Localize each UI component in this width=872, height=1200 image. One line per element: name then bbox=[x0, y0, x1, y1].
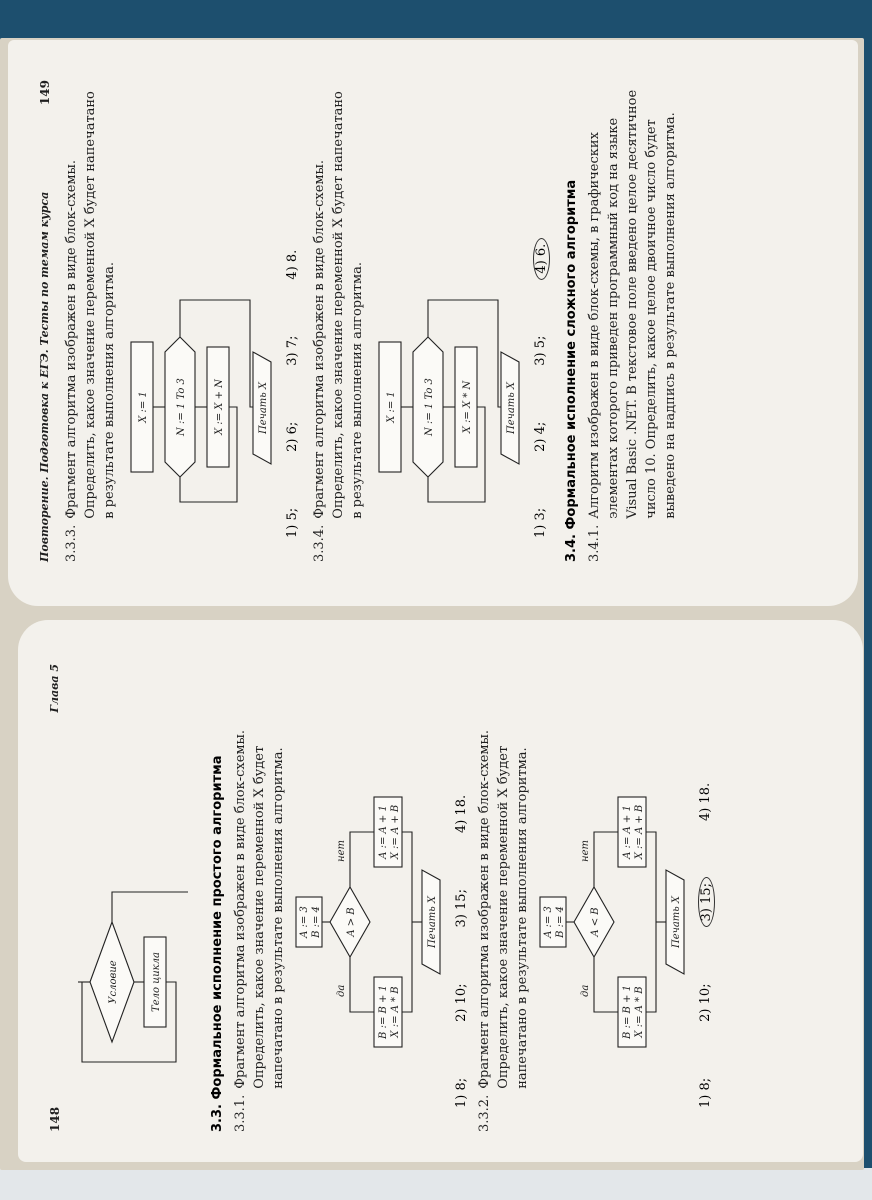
answers-3-3-2 bbox=[698, 664, 715, 1108]
task-number: 3.3.4. bbox=[312, 524, 327, 562]
loop-text: N := 1 To 3 bbox=[424, 378, 435, 436]
no-block-text: A := A + 1 bbox=[378, 805, 389, 859]
section-title-3-3: 3.3. Формальное исполнение простого алгоритма bbox=[210, 755, 225, 1132]
running-header bbox=[38, 80, 52, 562]
answer-option: 3) 5; bbox=[533, 335, 548, 366]
answer-option: 1) 5; bbox=[285, 507, 300, 538]
answer-option: 2) 4; bbox=[533, 421, 548, 452]
init-text: B := 4 bbox=[555, 906, 566, 938]
answer-option: 4) 18. bbox=[698, 782, 713, 822]
answer-option: 2) 6; bbox=[285, 421, 300, 452]
init-text: A := 3 bbox=[299, 906, 310, 938]
task-number: 3.3.1. bbox=[233, 1094, 248, 1132]
task-3-3-4 bbox=[310, 80, 367, 562]
answer-option: 2) 10; bbox=[454, 983, 469, 1022]
no-block-text: A := A + 1 bbox=[622, 805, 633, 859]
task-number: 3.4.1. bbox=[587, 524, 602, 562]
yes-block-text: X := A * B bbox=[390, 986, 401, 1038]
condition-text: A > B bbox=[346, 907, 357, 937]
init-text: X := 1 bbox=[386, 391, 397, 423]
print-text: Печать X bbox=[506, 381, 517, 435]
answer-option-circled: 3) 15; bbox=[698, 877, 715, 927]
task-3-3-3 bbox=[62, 80, 119, 562]
body-text: X := X * N bbox=[462, 380, 473, 434]
task-3-3-1 bbox=[231, 664, 288, 1132]
answer-option-circled: 4) 6. bbox=[533, 238, 550, 280]
body-text: X := X + N bbox=[214, 379, 225, 435]
background-surface bbox=[0, 1168, 872, 1200]
condition-text: A < B bbox=[590, 907, 601, 937]
loop-diagram bbox=[72, 664, 196, 1132]
flowchart-3-3-2 bbox=[538, 664, 692, 1132]
chapter-title: Глава 5 bbox=[48, 664, 61, 713]
page-number: 149 bbox=[38, 80, 52, 106]
no-label: нет bbox=[336, 840, 347, 862]
flowchart-3-3-1 bbox=[294, 664, 448, 1132]
answers-3-3-3 bbox=[285, 80, 300, 538]
print-text: Печать X bbox=[671, 895, 682, 949]
yes-block-text: B := B + 1 bbox=[622, 985, 633, 1039]
answer-option: 3) 7; bbox=[285, 335, 300, 366]
init-text: X := 1 bbox=[138, 391, 149, 423]
task-text: Фрагмент алгоритма изображен в виде блок-схемы. Определить, какое значение переменной X будет напечатано в результате выполнения алгоритма. bbox=[64, 91, 117, 519]
task-text: Фрагмент алгоритма изображен в виде блок-схемы. Определить, какое значение переменной X будет напечатано в результате выполнения алгоритма. bbox=[233, 729, 286, 1089]
answer-option: 4) 18. bbox=[454, 794, 469, 834]
task-3-3-2 bbox=[475, 664, 532, 1132]
task-text: Фрагмент алгоритма изображен в виде блок-схемы. Определить, какое значение переменной X будет напечатано в результате выполнения алгоритма. bbox=[312, 91, 365, 519]
loop-body-text: Тело цикла bbox=[151, 952, 162, 1012]
task-text: Алгоритм изображен в виде блок-схемы, в графических элементах которого приведен программный код на языке Visual Basic .NET. В текстовое поле введено целое десятичное число 10. Определить, какое целое двоичное число будет выведено на надпись в результате выполнения алгоритма. bbox=[587, 89, 678, 519]
answers-3-3-4 bbox=[533, 80, 550, 538]
page-148 bbox=[18, 620, 863, 1162]
answer-option: 3) 15; bbox=[454, 889, 469, 928]
yes-block-text: X := A * B bbox=[634, 986, 645, 1038]
print-text: Печать X bbox=[258, 381, 269, 435]
condition-text: Условие bbox=[108, 960, 119, 1004]
yes-label: да bbox=[336, 984, 347, 997]
init-text: A := 3 bbox=[543, 906, 554, 938]
page-number: 148 bbox=[48, 1106, 62, 1132]
no-label: нет bbox=[580, 840, 591, 862]
print-text: Печать X bbox=[427, 895, 438, 949]
task-text: Фрагмент алгоритма изображен в виде блок-схемы. Определить, какое значение переменной X будет напечатано в результате выполнения алгоритма. bbox=[477, 729, 530, 1089]
section-title-3-4: 3.4. Формальное исполнение сложного алгоритма bbox=[564, 179, 579, 562]
init-text: B := 4 bbox=[311, 906, 322, 938]
answers-3-3-1 bbox=[454, 664, 469, 1108]
task-3-4-1 bbox=[585, 80, 680, 562]
answer-option: 1) 3; bbox=[533, 507, 548, 538]
no-block-text: X := A + B bbox=[634, 804, 645, 860]
answer-option: 4) 8. bbox=[285, 249, 300, 280]
task-number: 3.3.3. bbox=[64, 524, 79, 562]
no-block-text: X := A + B bbox=[390, 804, 401, 860]
answer-option: 2) 10; bbox=[698, 983, 713, 1022]
loop-text: N := 1 To 3 bbox=[176, 378, 187, 436]
header-title: Повторение. Подготовка к ЕГЭ. Тесты по темам курса bbox=[38, 191, 51, 562]
task-number: 3.3.2. bbox=[477, 1094, 492, 1132]
yes-label: да bbox=[580, 984, 591, 997]
page-149 bbox=[8, 40, 858, 606]
answer-option: 1) 8; bbox=[454, 1077, 469, 1108]
yes-block-text: B := B + 1 bbox=[378, 985, 389, 1039]
flowchart-3-3-3 bbox=[125, 80, 279, 562]
answer-option: 1) 8; bbox=[698, 1077, 713, 1108]
flowchart-3-3-4 bbox=[373, 80, 527, 562]
running-header bbox=[48, 664, 62, 1132]
